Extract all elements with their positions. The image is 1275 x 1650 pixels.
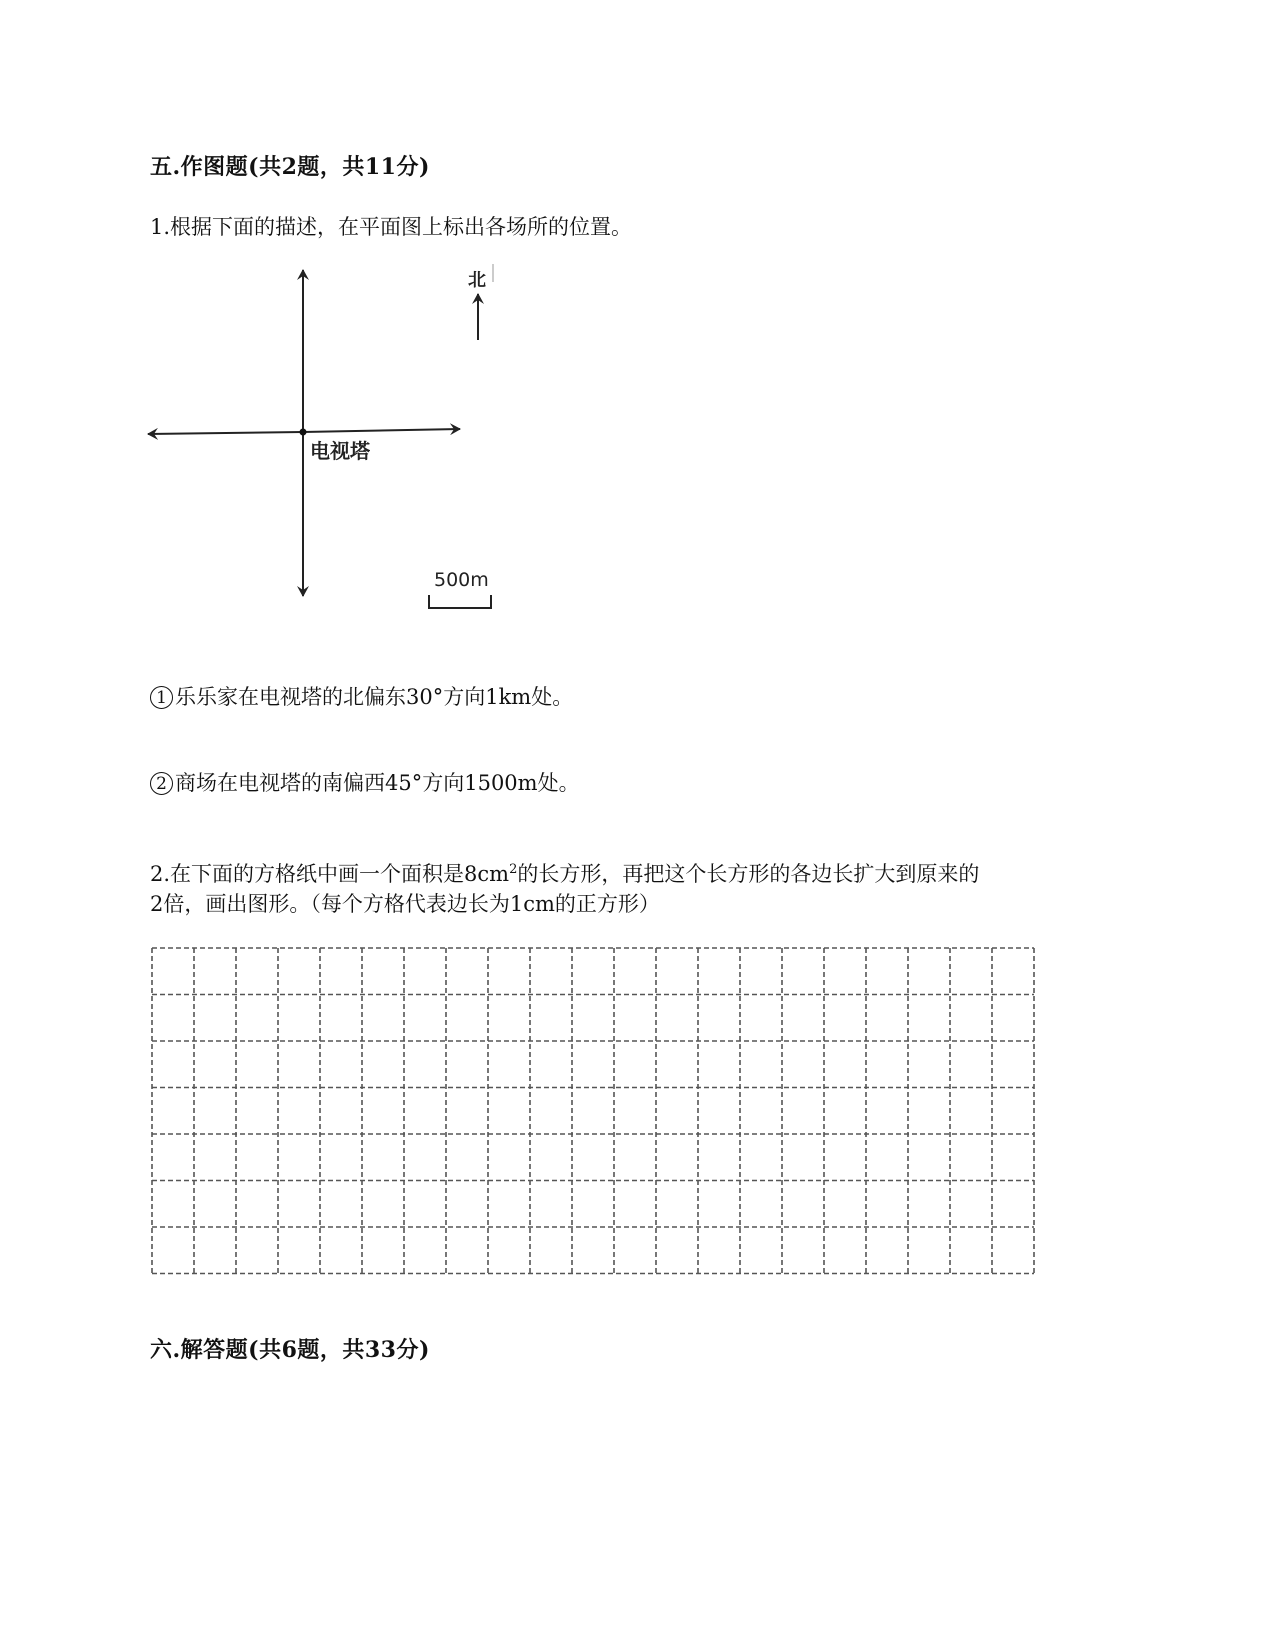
tv-tower-point	[300, 429, 307, 436]
square-grid-paper[interactable]	[150, 946, 1040, 1281]
question-1-item-1	[150, 682, 573, 712]
east-west-axis	[303, 429, 460, 432]
north-label: 北	[468, 270, 486, 291]
item-text: 商场在电视塔的南偏西45°方向1500m处。	[175, 771, 580, 795]
question-2-line-2: 2倍，画出图形。（每个方格代表边长为1cm的正方形）	[150, 892, 660, 916]
tv-tower-label: 电视塔	[310, 439, 370, 463]
circled-number-icon: 2	[150, 772, 173, 795]
item-text: 乐乐家在电视塔的北偏东30°方向1km处。	[175, 685, 574, 709]
section-heading-6: 六.解答题(共6题，共33分)	[150, 1337, 430, 1363]
scale-label: 500m	[434, 569, 489, 591]
compass-diagram	[140, 258, 520, 638]
scale-bar	[429, 595, 491, 608]
question-1-item-2	[150, 768, 580, 798]
question-1-prompt: 1.根据下面的描述，在平面图上标出各场所的位置。	[150, 215, 633, 239]
section-heading-5: 五.作图题(共2题，共11分)	[150, 154, 430, 180]
question-2-prompt	[150, 855, 1150, 919]
question-2-line-1: 2.在下面的方格纸中画一个面积是$8cm^2$的长方形，再把这个长方形的各边长扩大到原来的	[150, 862, 980, 886]
circled-number-icon: 1	[150, 686, 173, 709]
